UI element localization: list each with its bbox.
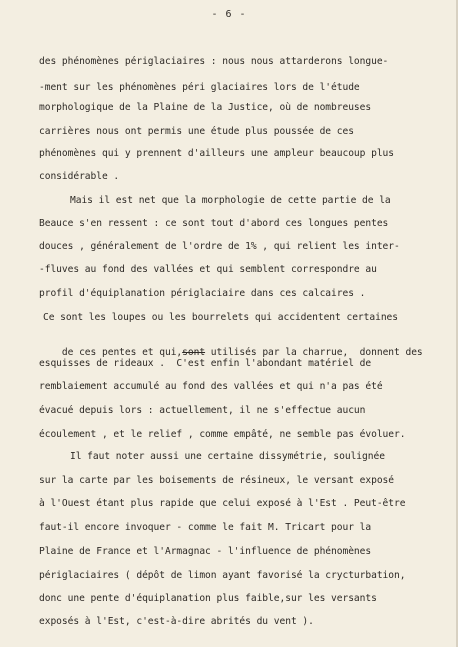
struck-word: sont (182, 347, 206, 358)
paragraph-3-line-3: esquisses de rideaux . C'est enfin l'abondant matériel de (39, 358, 372, 369)
paragraph-4-line-8: exposés à l'Est, c'est-à-dire abrités du vent ). (39, 616, 314, 627)
page-number: - 6 - (211, 9, 247, 20)
paragraph-1-line-6: considérable . (39, 171, 120, 182)
paragraph-1-line-4: carrières nous ont permis une étude plus poussée de ces (39, 126, 354, 137)
paragraph-4-line-1: Il faut noter aussi une certaine dissymétrie, soulignée (70, 451, 385, 462)
paragraph-1-line-3: morphologique de la Plaine de la Justice, où de nombreuses (39, 102, 372, 113)
paragraph-4-line-6: périglaciaires ( dépôt de limon ayant favorisé la crycturbation, (39, 570, 406, 581)
paragraph-4-line-2: sur la carte par les boisements de résineux, le versant exposé (39, 475, 395, 486)
paragraph-3-line-4: remblaiement accumulé au fond des vallées et qui n'a pas été (39, 381, 383, 392)
paragraph-4-line-7: donc une pente d'équiplanation plus faible,sur les versants (39, 593, 377, 604)
paragraph-2-line-5: profil d'équiplanation périglaciaire dans ces calcaires . (39, 288, 366, 299)
paragraph-2-line-2: Beauce s'en ressent : ce sont tout d'abord ces longues pentes (39, 218, 389, 229)
paragraph-3-line-1: Ce sont les loupes ou les bourrelets qui accidentent certaines (43, 312, 399, 323)
paragraph-2-line-3: douces , généralement de l'ordre de 1% , qui relient les inter- (39, 241, 400, 252)
paragraph-3-line-2-end: utilisés par la charrue, donnent des (205, 347, 423, 358)
paragraph-3-line-5: évacué depuis lors : actuellement, il ne s'effectue aucun (39, 405, 366, 416)
paragraph-3-line-2 (39, 335, 423, 358)
paragraph-4-line-4: faut-il encore invoquer - comme le fait M. Tricart pour la (39, 522, 372, 533)
paragraph-4-line-3: à l'Ouest étant plus rapide que celui exposé à l'Est . Peut-être (39, 498, 406, 509)
paragraph-3-line-6: écoulement , et le relief , comme empâté, ne semble pas évoluer. (39, 429, 406, 440)
paragraph-1-line-2: -ment sur les phénomènes péri glaciaires lors de l'étude (39, 82, 360, 93)
paragraph-2-line-4: -fluves au fond des vallées et qui semblent correspondre au (39, 264, 377, 275)
paragraph-1-line-5: phénomènes qui y prennent d'ailleurs une ampleur beaucoup plus (39, 148, 395, 159)
paragraph-2-line-1: Mais il est net que la morphologie de cette partie de la (70, 195, 391, 206)
paragraph-3-line-2-start: de ces pentes et qui, (61, 347, 183, 358)
paragraph-1-line-1: des phénomènes périglaciaires : nous nous attarderons longue- (39, 56, 389, 67)
paragraph-4-line-5: Plaine de France et l'Armagnac - l'influence de phénomènes (39, 546, 372, 557)
